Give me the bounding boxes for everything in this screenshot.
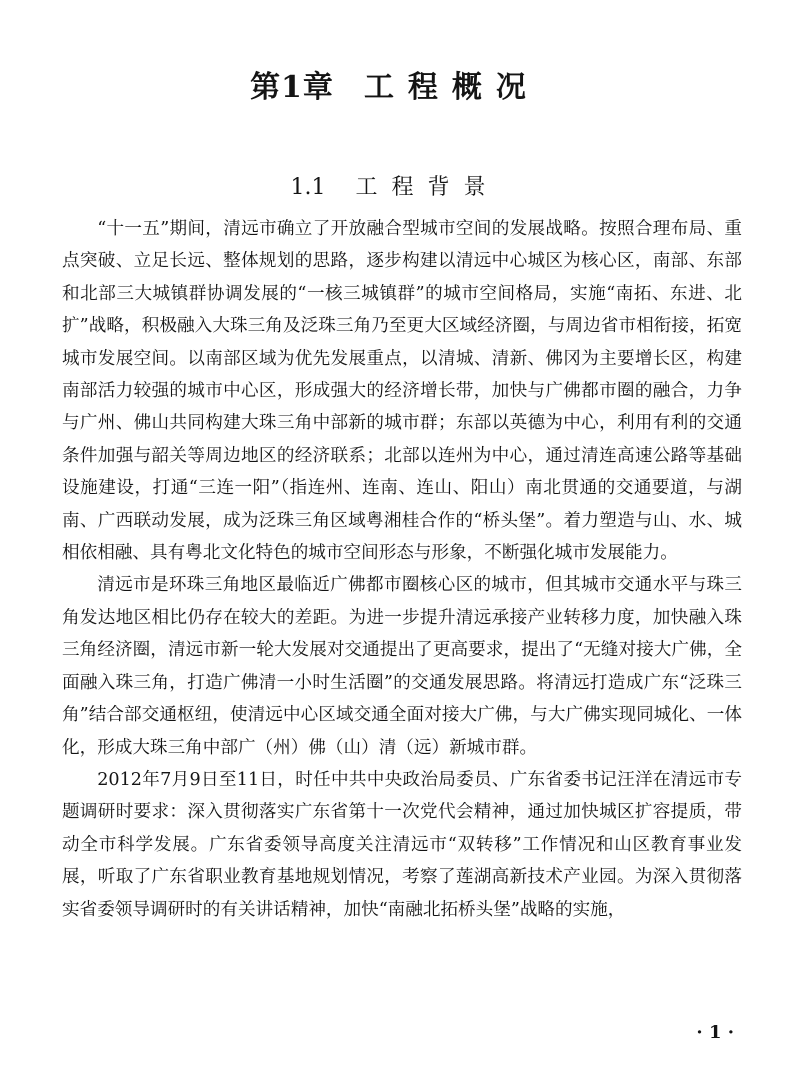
body-text xyxy=(62,213,742,926)
chapter-number: 第1章 xyxy=(250,70,334,105)
paragraph: “十一五”期间，清远市确立了开放融合型城市空间的发展战略。按照合理布局、重点突破、立足长远、整体规划的思路，逐步构建以清远中心城区为核心区，南部、东部和北部三大城镇群协调发展的“一核三城镇群”的城市空间格局，实施“南拓、东进、北扩”战略，积极融入大珠三角及泛珠三角乃至更大区域经济圈，与周边省市相衔接，拓宽城市发展空间。以南部区域为优先发展重点，以清城、清新、佛冈为主要增长区，构建南部活力较强的城市中心区，形成强大的经济增长带，加快与广佛都市圈的融合，力争与广州、佛山共同构建大珠三角中部新的城市群；东部以英德为中心，利用有利的交通条件加强与韶关等周边地区的经济联系；北部以连州为中心，通过清连高速公路等基础设施建设，打通“三连一阳”（指连州、连南、连山、阳山）南北贯通的交通要道，与湖南、广西联动发展，成为泛珠三角区域粤湘桂合作的“桥头堡”。着力塑造与山、水、城相依相融、具有粤北文化特色的城市空间形态与形象，不断强化城市发展能力。 xyxy=(62,219,742,564)
chapter-title-text: 工程概况 xyxy=(363,70,540,105)
paragraph: 清远市是环珠三角地区最临近广佛都市圈核心区的城市，但其城市交通水平与珠三角发达地区相比仍存在较大的差距。为进一步提升清远承接产业转移力度，加快融入珠三角经济圈，清远市新一轮大发展对交通提出了更高要求，提出了“无缝对接大广佛，全面融入珠三角，打造广佛清一小时生活圈”的交通发展思路。将清远打造成广东“泛珠三角”结合部交通枢纽，使清远中心区域交通全面对接大广佛，与大广佛实现同城化、一体化，形成大珠三角中部广（州）佛（山）清（远）新城市群。 xyxy=(62,575,742,758)
page-number: · 1 · xyxy=(696,1022,734,1043)
section-title-text: 工程背景 xyxy=(355,175,500,200)
section-heading xyxy=(0,170,790,201)
section-number: 1.1 xyxy=(290,175,326,200)
chapter-title xyxy=(0,62,790,106)
paragraph: 2012年7月9日至11日，时任中共中央政治局委员、广东省委书记汪洋在清远市专题调研时要求：深入贯彻落实广东省第十一次党代会精神，通过加快城区扩容提质，带动全市科学发展。广东省委领导高度关注清远市“双转移”工作情况和山区教育事业发展，听取了广东省职业教育基地规划情况，考察了莲湖高新技术产业园。为深入贯彻落实省委领导调研时的有关讲话精神，加快“南融北拓桥头堡”战略的实施， xyxy=(62,769,742,920)
